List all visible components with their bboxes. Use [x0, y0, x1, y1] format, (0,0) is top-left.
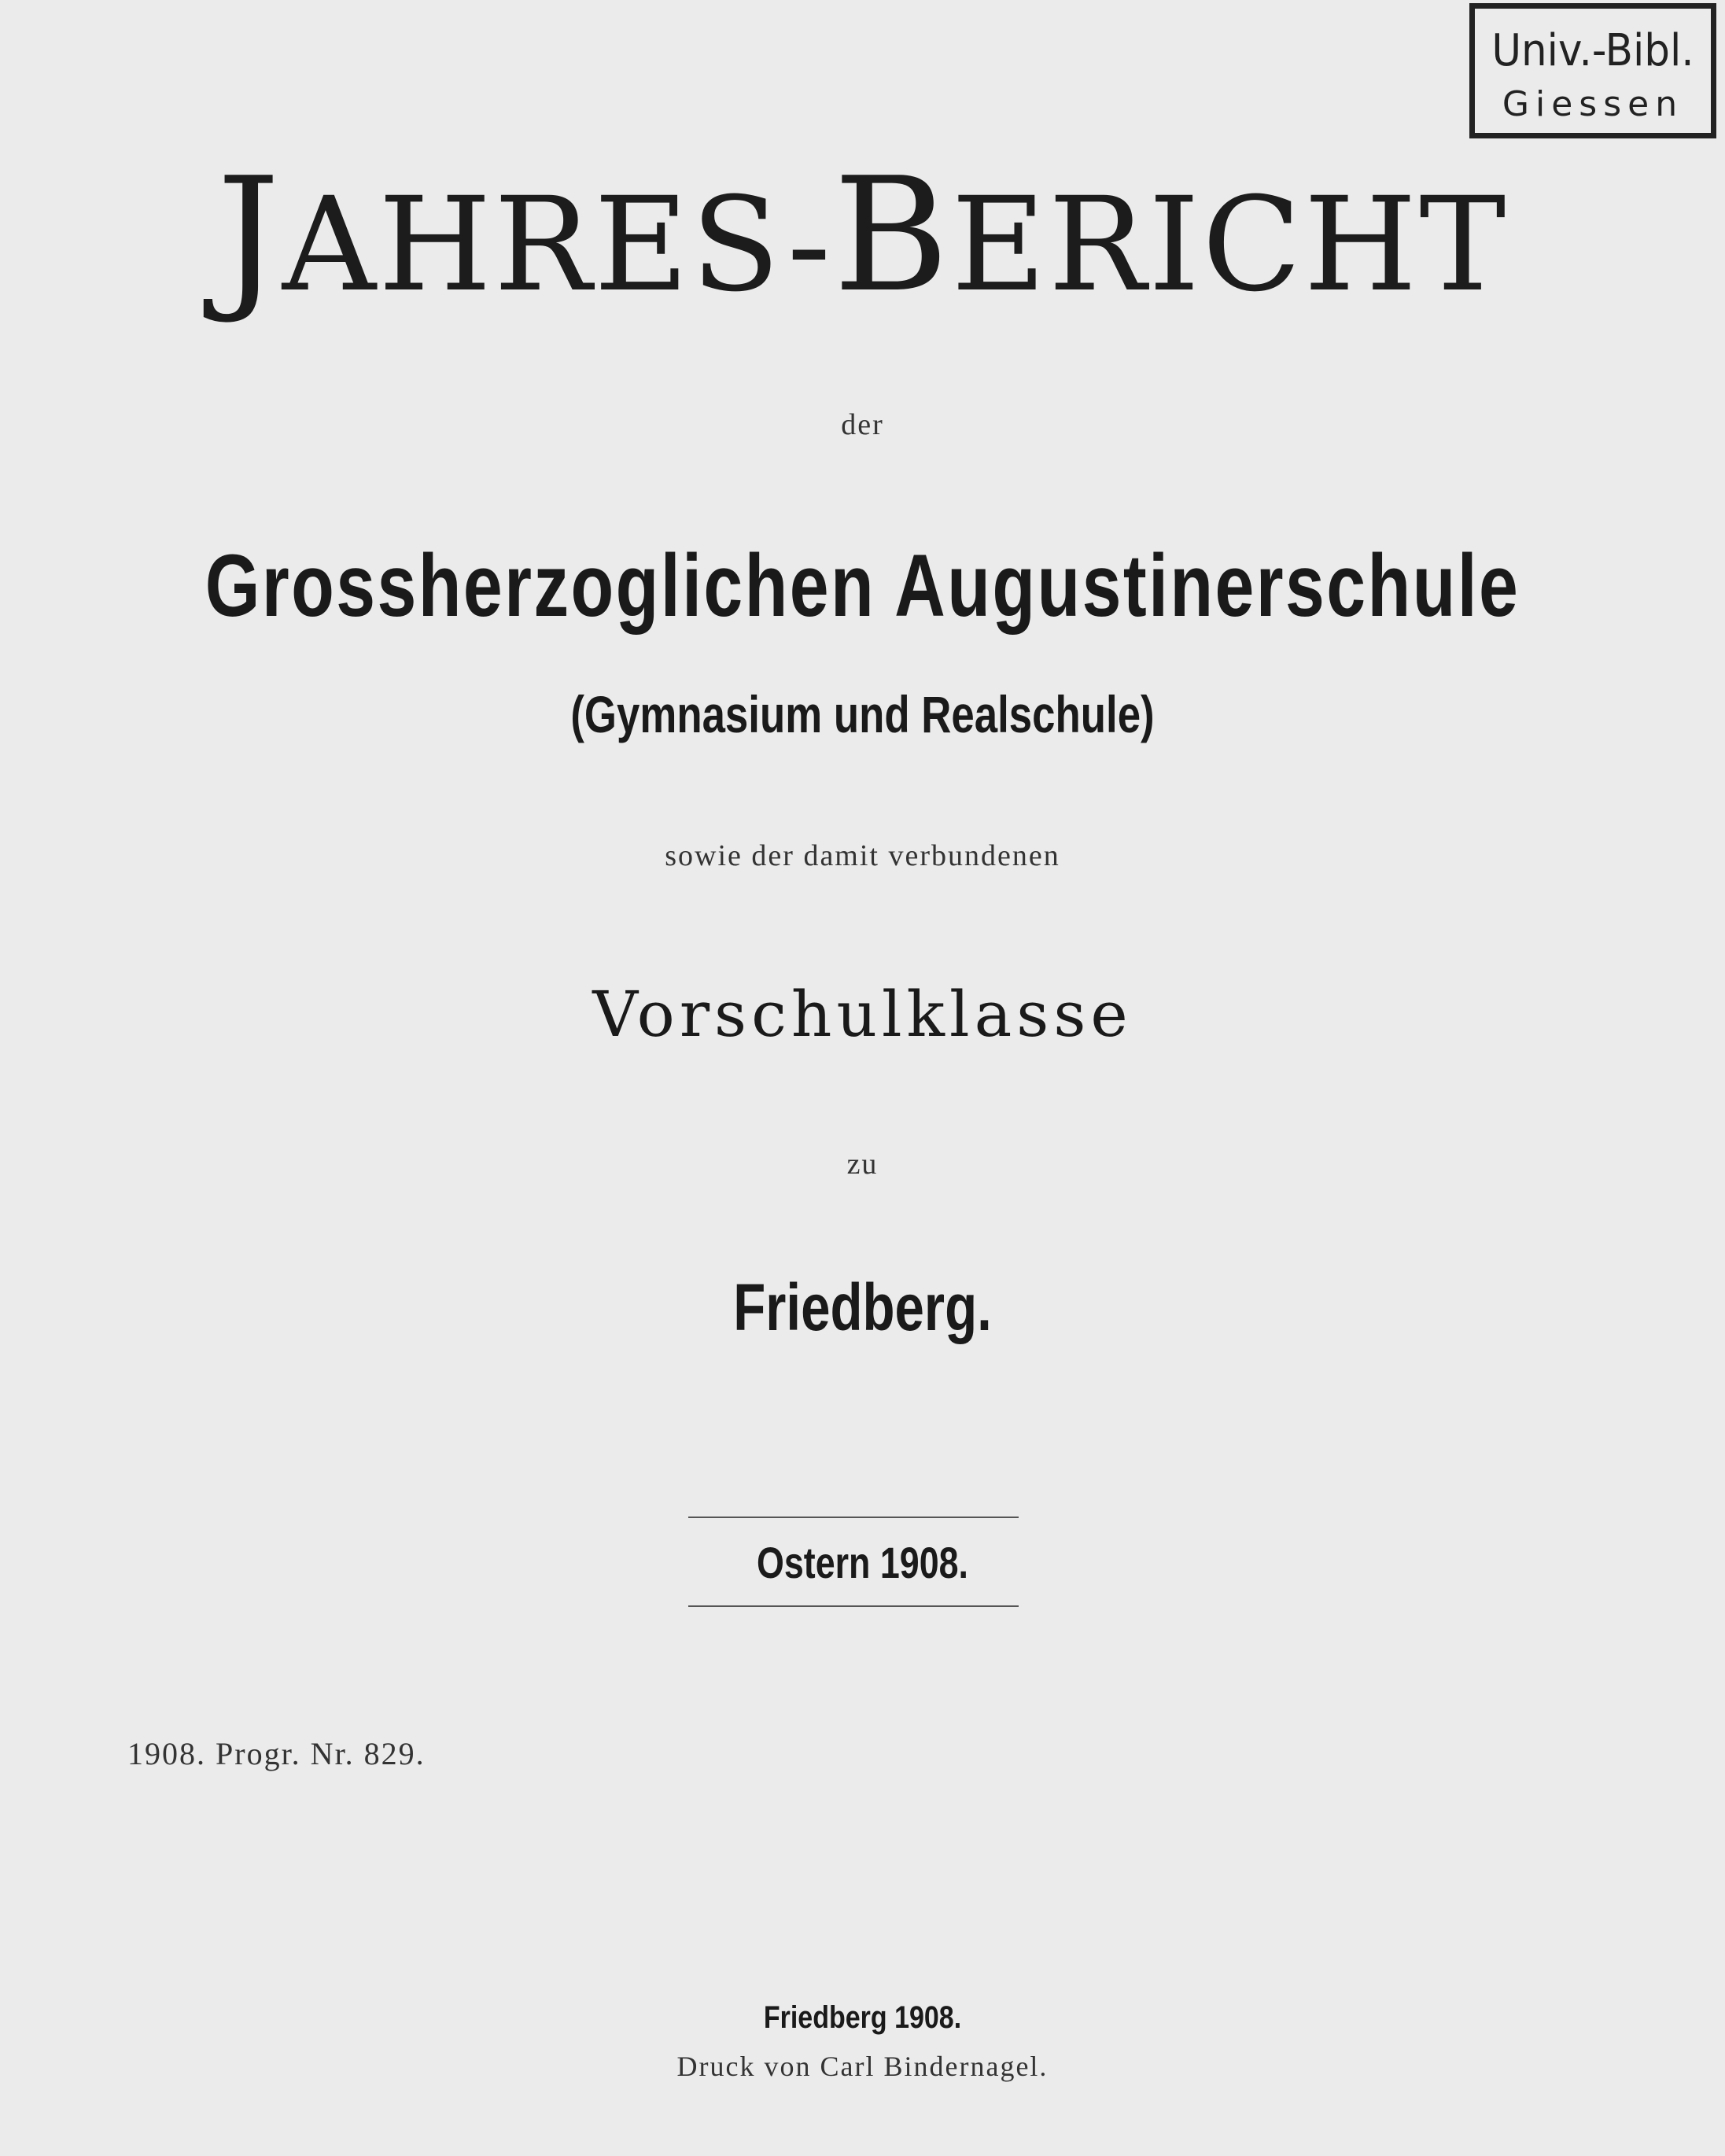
city-name: Friedberg. [733, 1270, 992, 1344]
school-type: (Gymnasium und Realschule) [570, 685, 1155, 743]
stamp-line-library: Univ.-Bibl. [1491, 25, 1694, 76]
divider-top [688, 1517, 1019, 1518]
title-rest-2: ERICHT [951, 169, 1509, 320]
connector-text: sowie der damit verbundenen [665, 839, 1060, 872]
document-title [0, 144, 1725, 330]
preposition-zu: zu [846, 1148, 879, 1181]
library-stamp [1469, 3, 1716, 138]
article-der: der [841, 408, 884, 441]
program-number: 1908. Progr. Nr. 829. [127, 1736, 426, 1771]
school-name: Grossherzoglichen Augustinerschule [205, 536, 1520, 635]
preschool-heading: Vorschulklasse [592, 978, 1133, 1051]
imprint-place-year: Friedberg 1908. [763, 2000, 962, 2035]
divider-bottom [688, 1605, 1019, 1607]
report-date: Ostern 1908. [757, 1538, 968, 1587]
printer-credit: Druck von Carl Bindernagel. [676, 2051, 1049, 2082]
title-initial-1: J [216, 144, 282, 327]
title-rest-1: AHRES- [282, 169, 834, 320]
stamp-line-city: Giessen [1502, 84, 1684, 124]
title-initial-2: B [833, 144, 952, 327]
